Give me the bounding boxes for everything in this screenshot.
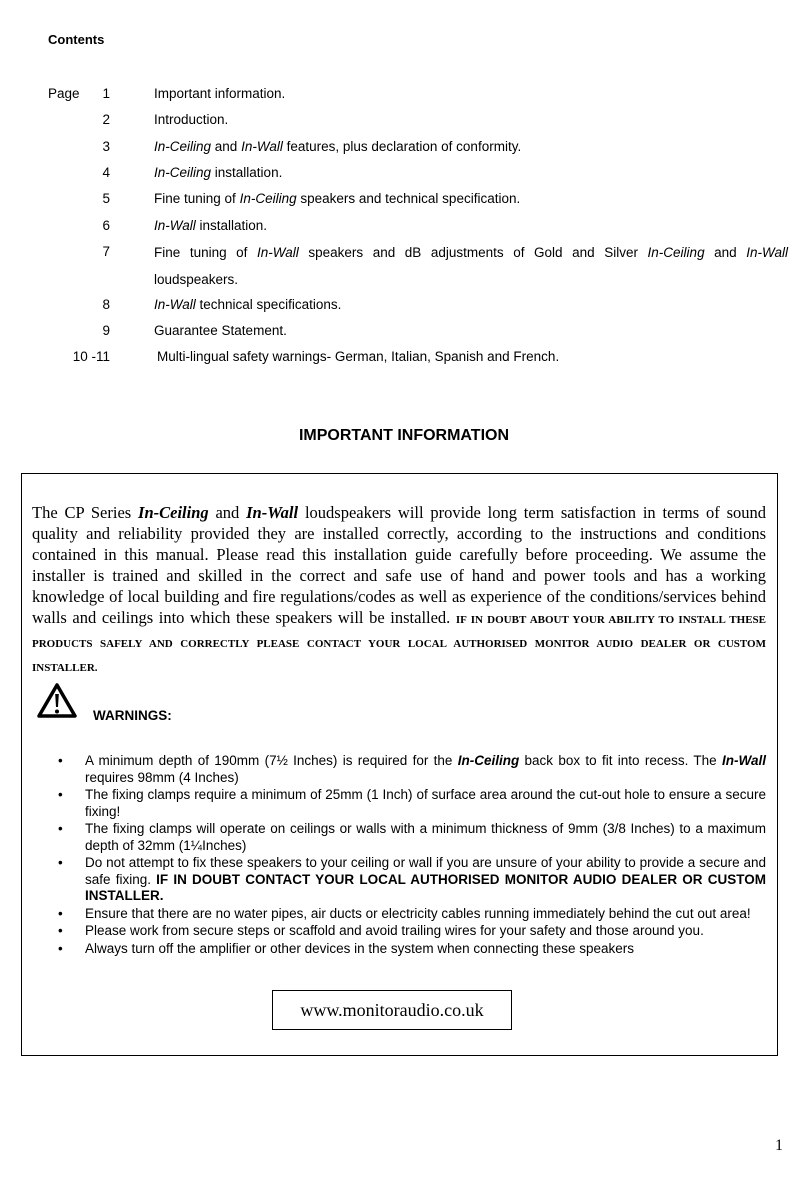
warnings-heading: WARNINGS: [93,708,172,723]
toc-page-number: 8 [102,297,110,312]
toc-page-number: 1 [102,86,110,101]
toc-entry-text: Important information. [154,86,286,101]
toc-entry-text: In-Ceiling and In-Wall features, plus declaration of conformity. [154,139,522,154]
toc-page-number: 7 [102,244,110,259]
list-item: • Ensure that there are no water pipes, air ducts or electricity cables running immediately behind the cut out area! [58,905,751,921]
important-information-heading: IMPORTANT INFORMATION [298,427,510,444]
toc-page-number: 5 [102,191,110,206]
warnings-list [58,753,766,958]
toc-entry-text: In-Wall installation. [154,218,268,233]
website-link[interactable]: www.monitoraudio.co.uk [272,990,512,1030]
toc-page-number: 2 [102,112,110,127]
list-item: • A minimum depth of 190mm (7½ Inches) is required for the In-Ceiling back box to fit into recess. The In-Wall requires 98mm (4 Inches) [58,753,766,785]
list-item: • Do not attempt to fix these speakers to your ceiling or wall if you are unsure of your ability to provide a secure and safe fixing. IF IN DOUBT CONTACT YOUR LOCAL AUTHORISED MONITOR AUDIO DEALER OR CUSTOM INSTALLER. [58,855,766,903]
toc-page-label: Page [48,86,80,101]
contents-heading: Contents [48,32,105,47]
toc-entry-text: In-Ceiling installation. [154,165,283,180]
list-item: • Please work from secure steps or scaffold and avoid trailing wires for your safety and those around you. [58,923,704,938]
intro-paragraph: The CP Series In-Ceiling and In-Wall loudspeakers will provide long term satisfaction in terms of sound quality and reliability provided they are installed correctly, according to the instructions and conditions contained in this manual. Please read this installation guide carefully before proceeding. We assume the installer is trained and skilled in the correct and safe use of hand and power tools and has a working knowledge of local building and fire regulations/codes as well as experience of the conditions/services behind walls and ceilings into which these speakers will be installed. IF IN DOUBT ABOUT YOUR ABILITY TO INSTALL THESE PRODUCTS SAFELY AND CORRECTLY PLEASE CONTACT YOUR LOCAL AUTHORISED MONITOR AUDIO DEALER OR CUSTOM INSTALLER. [32,503,766,674]
toc-page-number: 3 [102,139,110,154]
toc-entry-text: Fine tuning of In-Ceiling speakers and technical specification. [154,191,521,206]
toc-entry-text: Guarantee Statement. [154,323,287,338]
toc-entry-text: Multi-lingual safety warnings- German, Italian, Spanish and French. [157,349,560,364]
list-item: • The fixing clamps will operate on ceilings or walls with a minimum thickness of 9mm (3/8 Inches) to a maximum depth of 32mm (1¼Inches) [58,821,766,853]
page-number: 1 [775,1137,783,1154]
list-item: • Always turn off the amplifier or other devices in the system when connecting these speakers [58,940,635,956]
toc-page-number: 10 -11 [72,349,110,364]
toc-entry-text: In-Wall technical specifications. [154,297,342,312]
toc-entry-text: Introduction. [154,112,229,127]
list-item: • The fixing clamps require a minimum of 25mm (1 Inch) of surface area around the cut-out hole to ensure a secure fixing! [58,787,766,819]
toc-page-number: 4 [102,165,110,180]
toc-entry-text: Fine tuning of In-Wall speakers and dB adjustments of Gold and Silver In-Ceiling and In-Wall loudspeakers. [154,245,789,287]
toc-page-number: 6 [102,218,110,233]
warning-triangle-icon [37,683,77,719]
toc-page-number: 9 [102,323,110,338]
